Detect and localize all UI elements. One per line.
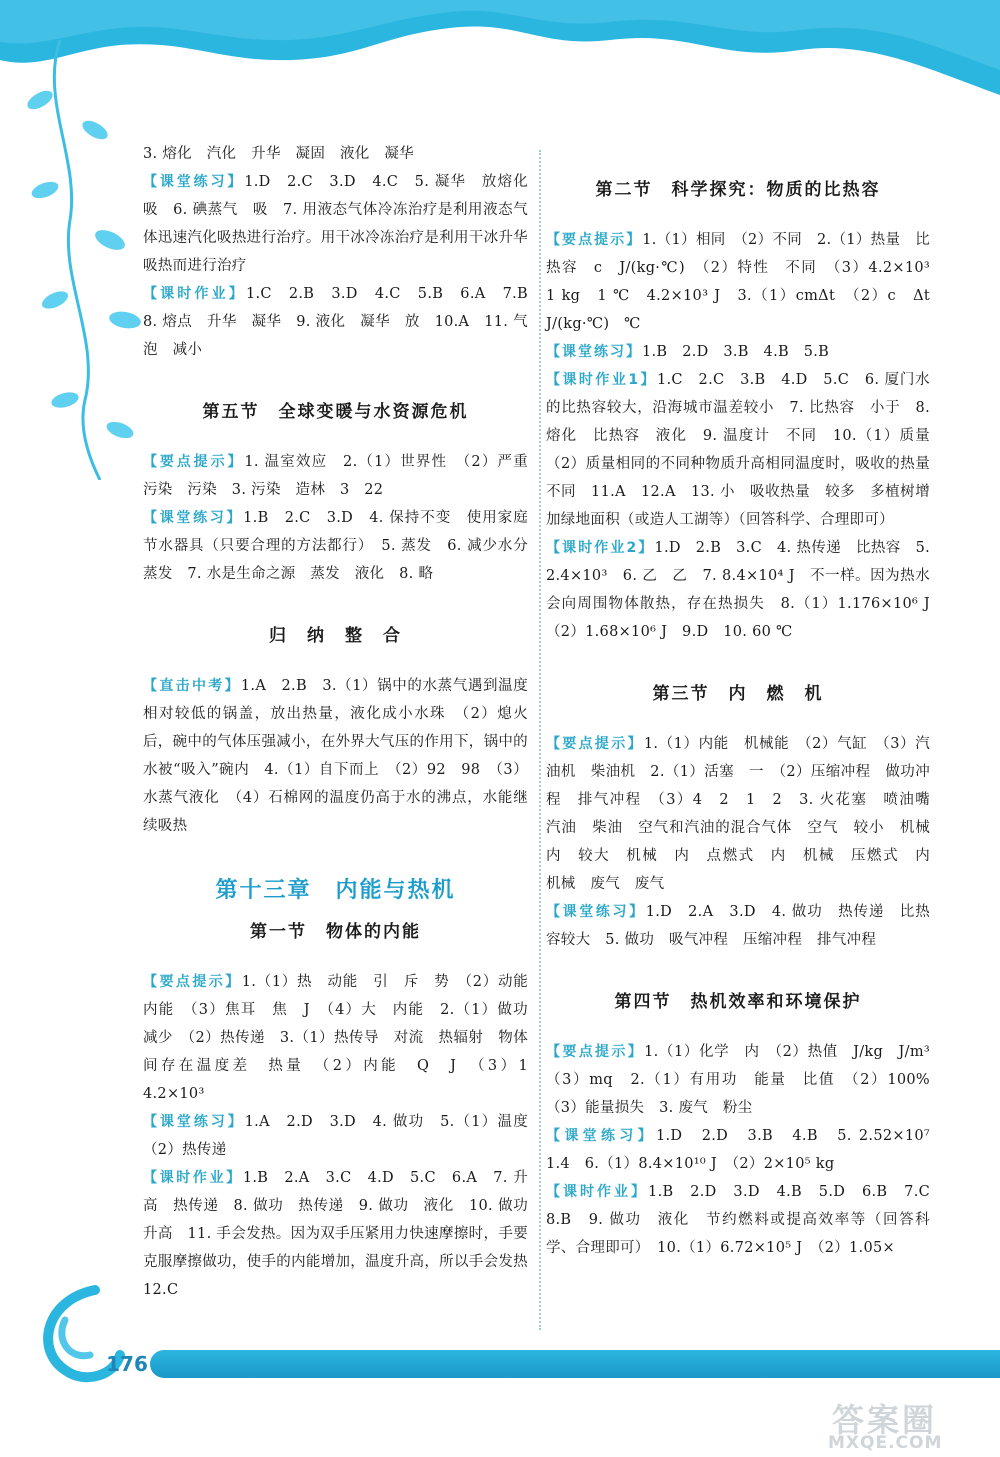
answer-block: [143, 168, 543, 280]
swirl-decoration: [25, 1280, 165, 1400]
section-tag: 【要点提示】: [143, 454, 245, 470]
answer-block: [143, 672, 528, 840]
section-title: 第三节 内 燃 机: [652, 684, 824, 704]
section-tag: 【课堂练习】: [143, 510, 244, 526]
answer-block: [546, 338, 930, 366]
section-tag: 【要点提示】: [143, 974, 242, 990]
section-tag: 【要点提示】: [546, 736, 644, 752]
section-title: 第一节 物体的内能: [250, 922, 421, 942]
section-tag: 【要点提示】: [546, 1044, 645, 1060]
answer-block: [143, 968, 543, 1108]
answer-block: [143, 1164, 543, 1304]
answer-text: 1.B 2.D 3.B 4.B 5.B: [642, 344, 830, 360]
answer-block: [546, 226, 945, 338]
section-tag: 【课堂练习】: [546, 344, 642, 360]
section-tag: 【课时作业】: [143, 1170, 243, 1186]
section-title: 第五节 全球变暖与水资源危机: [202, 402, 469, 422]
section-title: 归 纳 整 合: [269, 626, 402, 646]
answer-text: 1.（1）化学 内 （2）热值 J/kg J/m³ （3）mq 2.（1）有用功 能量 比值 （2）100% （3）能量损失 3. 废气 粉尘: [546, 1044, 945, 1116]
answer-text: 1.A 2.D 3.D 4. 做功 5.（1）温度 （2）热传递: [143, 1114, 543, 1158]
answer-text: 1.A 2.B 3.（1）锅中的水蒸气遇到温度相对较低的锅盖，放出热量，液化成小水珠 （2）熄火后，碗中的气体压强减小，在外界大气压的作用下，锅中的水被“吸入”碗内 4.（1）自下而上 （2）92 98 （3）水蒸气液化 （4）石棉网的温度仍高于水的沸点，水能继续吸热: [143, 678, 528, 834]
answer-text: 1.D 2.D 3.B 4.B 5. 2.52×10⁷ 1.4 6.（1）8.4×10¹⁰ J （2）2×10⁵ kg: [546, 1128, 945, 1172]
answer-text: 1.（1）相同 （2）不同 2.（1）热量 比热容 c J/(kg·℃) （2）特性 不同 （3）4.2×10³ 1 kg 1 ℃ 4.2×10³ J 3.（1）cmΔt （2）c Δt J/(kg·℃) ℃: [546, 232, 945, 332]
answer-text: 1.C 2.B 3.D 4.C 5.B 6.A 7.B 8. 熔点 升华 凝华 9. 液化 凝华 放 10.A 11. 气泡 减小: [143, 286, 543, 358]
section-tag: 【课时作业】: [143, 286, 246, 302]
answer-block: [546, 898, 930, 954]
section-tag: 【要点提示】: [546, 232, 643, 248]
right-column: [546, 176, 945, 1262]
chapter-title: 第十三章 内能与热机: [215, 878, 456, 903]
column-divider: [539, 150, 541, 1330]
section-tag: 【课堂练习】: [546, 904, 646, 920]
watermark-logo: [820, 1395, 995, 1455]
answer-block: [546, 1178, 945, 1262]
watermark-url: MXQE.COM: [828, 1433, 943, 1453]
answer-text: 1.B 2.A 3.C 4.D 5.C 6.A 7. 升高 热传递 8. 做功 热传递 9. 做功 液化 10. 做功 升高 11. 手会发热。因为双手压紧用力快速摩擦时，手要克服摩擦做功，使手的内能增加，温度升高，所以手会发热 12.C: [143, 1170, 543, 1298]
answer-text: 1.（1）热 动能 引 斥 势 （2）动能 内能 （3）焦耳 焦 J （4）大 内能 2.（1）做功 减少 （2）热传递 3.（1）热传导 对流 热辐射 物体间存在温度差 热量 （2）内能 Q J （3）1 4.2×10³: [143, 974, 543, 1102]
answer-text: 1.D 2.B 3.C 4. 热传递 比热容 5. 2.4×10³ 6. 乙 乙 7. 8.4×10⁴ J 不一样。因为热水会向周围物体散热，存在热损失 8.（1）1.176×10⁶ J （2）1.68×10⁶ J 9.D 10. 60 ℃: [546, 540, 945, 640]
answer-block: [546, 534, 945, 646]
section-tag: 【课时作业】: [546, 1184, 649, 1200]
section-tag: 【课堂练习】: [143, 174, 245, 190]
answer-block: [546, 1038, 945, 1122]
answer-text: 1.（1）内能 机械能 （2）气缸 （3）汽油机 柴油机 2.（1）活塞 一 （2）压缩冲程 做功冲程 排气冲程 （3）4 2 1 2 3. 火花塞 喷油嘴 汽油 柴油 空气和汽油的混合气体 空气 较小 机械 内 较大 机械 内 点燃式 内 机械 压燃式 内 机械 废气 废气: [546, 736, 945, 892]
vine-decoration: [0, 40, 160, 480]
footer-bar: [150, 1350, 1000, 1378]
answer-block: [143, 1108, 543, 1164]
answer-block: [143, 280, 543, 364]
section-title: 第四节 热机效率和环境保护: [614, 992, 862, 1012]
answer-text: 1.D 2.A 3.D 4. 做功 热传递 比热容较大 5. 做功 吸气冲程 压缩冲程 排气冲程: [546, 904, 930, 948]
left-column: [143, 140, 543, 1304]
answer-block: [546, 366, 945, 534]
section-tag: 【课堂练习】: [143, 1114, 245, 1130]
section-title: 第二节 科学探究：物质的比热容: [595, 180, 881, 200]
watermark-text: 答案圈: [832, 1401, 938, 1439]
answer-block: [546, 730, 945, 898]
answer-block: [143, 448, 543, 504]
answer-text: 1.B 2.D 3.D 4.B 5.D 6.B 7.C 8.B 9. 做功 液化 节约燃料或提高效率等（回答科学、合理即可） 10.（1）6.72×10⁵ J （2）1.05×: [546, 1184, 945, 1256]
answer-text: 1. 温室效应 2.（1）世界性 （2）严重 污染 污染 3. 污染 造林 3 22: [143, 454, 543, 498]
answer-block: [546, 1122, 945, 1178]
answer-text: 1.B 2.C 3.D 4. 保持不变 使用家庭节水器具（只要合理的方法都行） 5. 蒸发 6. 减少水分蒸发 7. 水是生命之源 蒸发 液化 8. 略: [143, 510, 528, 582]
section-tag: 【课时作业2】: [546, 540, 655, 556]
section-tag: 【直击中考】: [143, 678, 241, 694]
answer-line: 3. 熔化 汽化 升华 凝固 液化 凝华: [143, 146, 414, 162]
page-number: 176: [106, 1352, 148, 1376]
answer-block: [143, 504, 528, 588]
section-tag: 【课时作业1】: [546, 372, 657, 388]
section-tag: 【课堂练习】: [546, 1128, 656, 1144]
answer-text: 1.C 2.C 3.B 4.D 5.C 6. 厦门水的比热容较大，沿海城市温差较小 7. 比热容 小于 8. 熔化 比热容 液化 9. 温度计 不同 10.（1）质量 （2）质量相同的不同种物质升高相同温度时，吸收的热量不同 11.A 12.A 13. 小 吸收热量 较多 多植树增加绿地面积（或造人工湖等）（回答科学、合理即可）: [546, 372, 945, 528]
answer-text: 1.D 2.C 3.D 4.C 5. 凝华 放熔化 吸 6. 碘蒸气 吸 7. 用液态气体冷冻治疗是利用液态气体迅速汽化吸热进行治疗。用干冰冷冻治疗是利用干冰升华吸热而进行治疗: [143, 174, 543, 274]
